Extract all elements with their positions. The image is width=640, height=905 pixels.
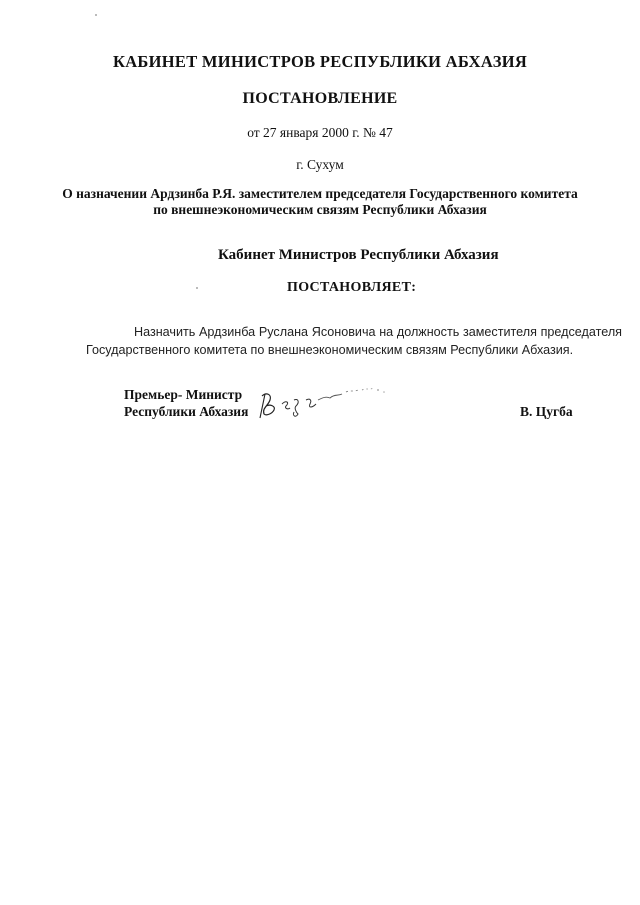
document-type: ПОСТАНОВЛЕНИЕ — [242, 90, 398, 107]
decree-body — [86, 323, 622, 359]
subject-line-1: О назначении Ардзинба Р.Я. заместителем председателя Государственного комитета — [62, 186, 578, 201]
decree-word: ПОСТАНОВЛЯЕТ: — [287, 280, 417, 295]
organization-header: КАБИНЕТ МИНИСТРОВ РЕСПУБЛИКИ АБХАЗИЯ — [112, 52, 528, 71]
signatory-position-line-2: Республики Абхазия — [124, 404, 249, 419]
scan-speck — [95, 14, 97, 16]
document-date-number: от 27 января 2000 г. № 47 — [247, 125, 393, 140]
scan-speck — [196, 287, 198, 289]
subject-line-2: по внешнеэкономическим связям Республики Абхазия — [153, 202, 487, 217]
document-subject — [0, 186, 640, 218]
body-line-1: Назначить Ардзинба Руслана Ясоновича на должность заместителя председателя — [134, 325, 622, 339]
signatory-name: В. Цугба — [520, 404, 573, 419]
handwritten-signature — [256, 378, 396, 428]
document-place: г. Сухум — [296, 157, 344, 172]
signatory-position-line-1: Премьер- Министр — [124, 387, 243, 402]
issuer-title: Кабинет Министров Республики Абхазия — [218, 247, 499, 263]
body-line-2: Государственного комитета по внешнеэкономическим связям Республики Абхазия. — [86, 343, 574, 357]
